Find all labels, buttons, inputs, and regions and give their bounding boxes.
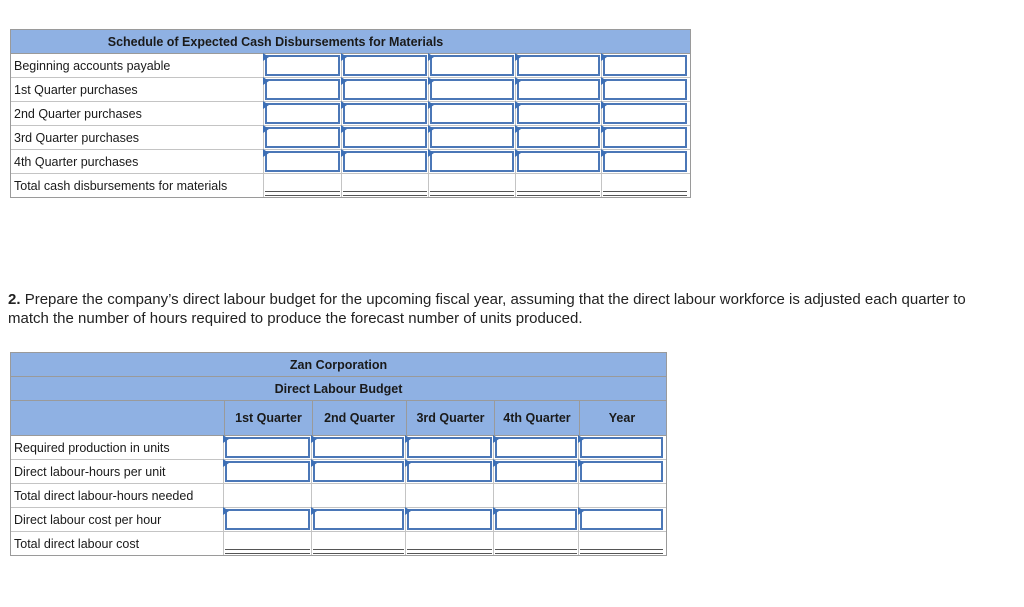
dropdown-marker-icon	[405, 507, 411, 515]
total-cell[interactable]	[342, 174, 429, 197]
row-label: Beginning accounts payable	[11, 54, 264, 77]
input-cell[interactable]	[579, 508, 664, 531]
dropdown-marker-icon	[515, 125, 521, 133]
table-row	[11, 150, 690, 174]
dropdown-marker-icon	[311, 459, 317, 467]
table-row-total	[11, 174, 690, 197]
computed-cell[interactable]	[579, 484, 664, 507]
dropdown-marker-icon	[263, 53, 269, 61]
dropdown-marker-icon	[341, 53, 347, 61]
input-cell[interactable]	[264, 150, 342, 173]
input-cell[interactable]	[224, 436, 312, 459]
input-cell[interactable]	[406, 508, 494, 531]
input-cell[interactable]	[342, 54, 429, 77]
dropdown-marker-icon	[601, 101, 607, 109]
row-label: 3rd Quarter purchases	[11, 126, 264, 149]
question-number: 2.	[8, 291, 21, 308]
column-header: 1st Quarter	[224, 401, 312, 435]
total-cell[interactable]	[312, 532, 406, 555]
dropdown-marker-icon	[601, 77, 607, 85]
cash-disbursements-table	[10, 29, 691, 198]
row-label: 2nd Quarter purchases	[11, 102, 264, 125]
dropdown-marker-icon	[405, 435, 411, 443]
direct-labour-budget-table	[10, 352, 667, 556]
dropdown-marker-icon	[428, 101, 434, 109]
input-cell[interactable]	[516, 54, 602, 77]
input-cell[interactable]	[494, 436, 579, 459]
input-cell[interactable]	[602, 102, 688, 125]
row-label: 4th Quarter purchases	[11, 150, 264, 173]
input-cell[interactable]	[429, 150, 516, 173]
dropdown-marker-icon	[515, 101, 521, 109]
total-cell[interactable]	[516, 174, 602, 197]
input-cell[interactable]	[224, 508, 312, 531]
dropdown-marker-icon	[601, 125, 607, 133]
computed-cell[interactable]	[494, 484, 579, 507]
input-cell[interactable]	[406, 436, 494, 459]
dropdown-marker-icon	[428, 53, 434, 61]
input-cell[interactable]	[429, 102, 516, 125]
dropdown-marker-icon	[578, 459, 584, 467]
input-cell[interactable]	[516, 102, 602, 125]
company-name: Zan Corporation	[11, 353, 666, 377]
dropdown-marker-icon	[223, 435, 229, 443]
dropdown-marker-icon	[263, 125, 269, 133]
dropdown-marker-icon	[263, 101, 269, 109]
budget-title: Direct Labour Budget	[11, 377, 666, 401]
input-cell[interactable]	[516, 126, 602, 149]
total-cell[interactable]	[224, 532, 312, 555]
dropdown-marker-icon	[601, 149, 607, 157]
input-cell[interactable]	[264, 126, 342, 149]
input-cell[interactable]	[342, 78, 429, 101]
input-cell[interactable]	[342, 126, 429, 149]
column-header: 3rd Quarter	[406, 401, 494, 435]
dropdown-marker-icon	[515, 53, 521, 61]
input-cell[interactable]	[264, 78, 342, 101]
input-cell[interactable]	[579, 460, 664, 483]
input-cell[interactable]	[312, 508, 406, 531]
dropdown-marker-icon	[601, 53, 607, 61]
dropdown-marker-icon	[428, 77, 434, 85]
dropdown-marker-icon	[311, 435, 317, 443]
table-row-total	[11, 532, 666, 555]
total-cell[interactable]	[406, 532, 494, 555]
dropdown-marker-icon	[428, 125, 434, 133]
dropdown-marker-icon	[341, 149, 347, 157]
dropdown-marker-icon	[223, 507, 229, 515]
total-cell[interactable]	[579, 532, 664, 555]
input-cell[interactable]	[602, 78, 688, 101]
input-cell[interactable]	[494, 508, 579, 531]
column-header-row	[11, 401, 666, 436]
input-cell[interactable]	[264, 102, 342, 125]
row-label: Required production in units	[11, 436, 224, 459]
input-cell[interactable]	[602, 150, 688, 173]
dropdown-marker-icon	[341, 77, 347, 85]
table-row	[11, 484, 666, 508]
row-label: Total cash disbursements for materials	[11, 174, 264, 197]
column-header: 2nd Quarter	[312, 401, 406, 435]
row-label: Total direct labour cost	[11, 532, 224, 555]
total-cell[interactable]	[494, 532, 579, 555]
computed-cell[interactable]	[406, 484, 494, 507]
dropdown-marker-icon	[493, 507, 499, 515]
header-spacer	[11, 401, 224, 435]
input-cell[interactable]	[342, 150, 429, 173]
row-label: Direct labour-hours per unit	[11, 460, 224, 483]
table-row	[11, 54, 690, 78]
input-cell[interactable]	[264, 54, 342, 77]
table-row	[11, 78, 690, 102]
cash-disbursements-title: Schedule of Expected Cash Disbursements for Materials	[11, 30, 690, 54]
input-cell[interactable]	[602, 126, 688, 149]
table-row	[11, 102, 690, 126]
question-text: Prepare the company’s direct labour budget for the upcoming fiscal year, assuming that the direct labour workforce is adjusted each quarter to match the number of hours required to produce the forecast number of units produced.	[8, 291, 966, 327]
dropdown-marker-icon	[405, 459, 411, 467]
input-cell[interactable]	[429, 78, 516, 101]
input-cell[interactable]	[224, 460, 312, 483]
row-label: Direct labour cost per hour	[11, 508, 224, 531]
dropdown-marker-icon	[515, 77, 521, 85]
dropdown-marker-icon	[263, 149, 269, 157]
dropdown-marker-icon	[311, 507, 317, 515]
table-row	[11, 508, 666, 532]
column-header: 4th Quarter	[494, 401, 579, 435]
input-cell[interactable]	[429, 126, 516, 149]
input-cell[interactable]	[494, 460, 579, 483]
question-instruction	[8, 290, 998, 328]
dropdown-marker-icon	[341, 125, 347, 133]
input-cell[interactable]	[516, 150, 602, 173]
computed-cell[interactable]	[312, 484, 406, 507]
input-cell[interactable]	[579, 436, 664, 459]
row-label: 1st Quarter purchases	[11, 78, 264, 101]
table-row	[11, 460, 666, 484]
input-cell[interactable]	[342, 102, 429, 125]
column-header: Year	[579, 401, 664, 435]
dropdown-marker-icon	[578, 507, 584, 515]
dropdown-marker-icon	[263, 77, 269, 85]
input-cell[interactable]	[312, 436, 406, 459]
input-cell[interactable]	[602, 54, 688, 77]
table-row	[11, 436, 666, 460]
input-cell[interactable]	[429, 54, 516, 77]
dropdown-marker-icon	[493, 435, 499, 443]
total-cell[interactable]	[264, 174, 342, 197]
table-row	[11, 126, 690, 150]
dropdown-marker-icon	[223, 459, 229, 467]
dropdown-marker-icon	[493, 459, 499, 467]
input-cell[interactable]	[516, 78, 602, 101]
row-label: Total direct labour-hours needed	[11, 484, 224, 507]
dropdown-marker-icon	[515, 149, 521, 157]
dropdown-marker-icon	[341, 101, 347, 109]
computed-cell[interactable]	[224, 484, 312, 507]
dropdown-marker-icon	[578, 435, 584, 443]
total-cell[interactable]	[429, 174, 516, 197]
dropdown-marker-icon	[428, 149, 434, 157]
input-cell[interactable]	[312, 460, 406, 483]
input-cell[interactable]	[406, 460, 494, 483]
total-cell[interactable]	[602, 174, 688, 197]
